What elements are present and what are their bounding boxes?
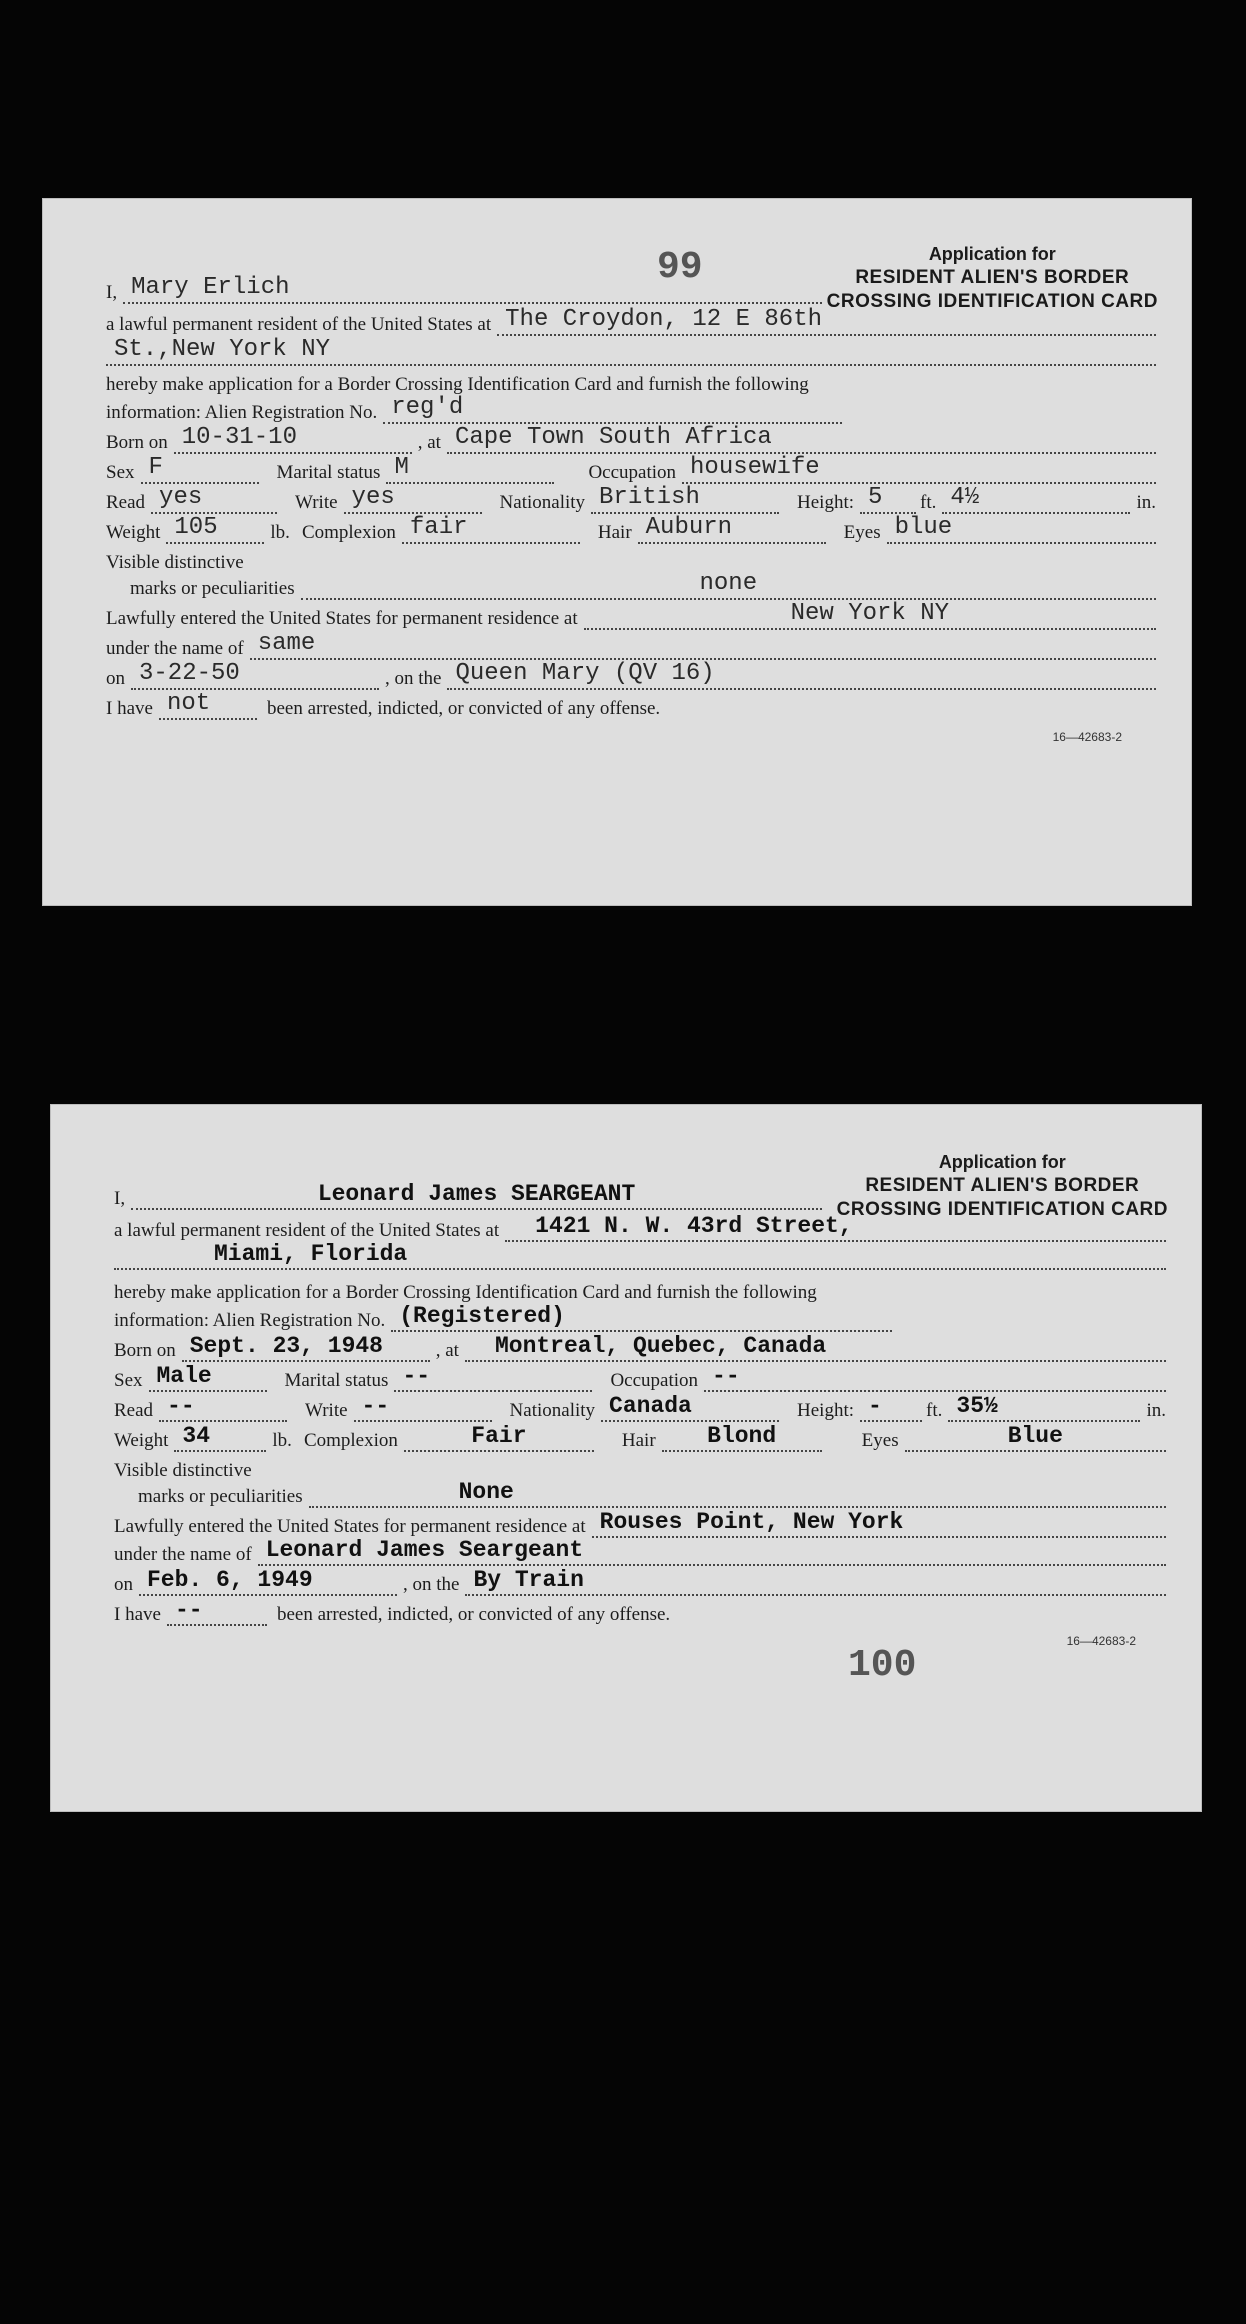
field-name: Leonard James SEARGEANT	[131, 1180, 822, 1210]
field-read: yes	[151, 484, 277, 514]
label-arrested: been arrested, indicted, or convicted of any offense.	[276, 1604, 671, 1625]
form-number: 16—42683-2	[1066, 1634, 1136, 1648]
header-line-2: RESIDENT ALIEN'S BORDER	[865, 1175, 1140, 1196]
label-under-name: under the name of	[114, 1544, 252, 1565]
row-name	[114, 1180, 822, 1210]
label-on-the: , on the	[403, 1574, 460, 1595]
row-arrested	[114, 1596, 676, 1626]
row-arrested	[106, 690, 666, 720]
label-on: on	[114, 1574, 133, 1595]
label-visible: Visible distinctive	[114, 1460, 252, 1481]
field-occupation: --	[704, 1362, 1166, 1392]
row-born	[114, 1332, 1166, 1362]
label-hair: Hair	[621, 1430, 656, 1451]
label-eyes: Eyes	[843, 522, 881, 543]
field-entry-date: 3-22-50	[131, 660, 379, 690]
label-alien-reg: information: Alien Registration No.	[106, 402, 378, 423]
field-complexion: Fair	[404, 1422, 594, 1452]
border-card-application-1	[42, 198, 1192, 906]
label-nationality: Nationality	[509, 1400, 596, 1421]
row-entry-date	[114, 1566, 1166, 1596]
field-alien-reg: (Registered)	[391, 1302, 892, 1332]
header-line-1: Application for	[938, 1152, 1066, 1172]
card-header	[827, 242, 1158, 314]
label-at: , at	[435, 1340, 459, 1361]
field-complexion: fair	[402, 514, 580, 544]
label-height: Height:	[797, 492, 855, 513]
label-lb: lb.	[272, 1430, 292, 1451]
label-eyes: Eyes	[861, 1430, 899, 1451]
field-height-ft: 5	[860, 484, 916, 514]
field-sex: Male	[149, 1362, 267, 1392]
label-hereby: hereby make application for a Border Crossing Identification Card and furnish the following	[106, 374, 809, 395]
label-hereby: hereby make application for a Border Crossing Identification Card and furnish the following	[114, 1282, 817, 1303]
label-weight: Weight	[114, 1430, 169, 1451]
row-sex	[114, 1362, 1166, 1392]
form-number: 16—42683-2	[1052, 730, 1122, 744]
label-i-have: I have	[106, 698, 153, 719]
row-alien-reg	[106, 394, 842, 424]
field-eyes: Blue	[905, 1422, 1166, 1452]
label-occupation: Occupation	[610, 1370, 699, 1391]
field-marital: --	[394, 1362, 592, 1392]
border-card-application-2	[50, 1104, 1202, 1812]
field-address-2: Miami, Florida	[114, 1240, 1166, 1270]
field-born-place: Cape Town South Africa	[447, 424, 1156, 454]
label-complexion: Complexion	[303, 1430, 398, 1451]
field-marital: M	[386, 454, 554, 484]
row-entered	[106, 600, 1156, 630]
label-marks: marks or peculiarities	[138, 1486, 303, 1507]
header-line-1: Application for	[928, 244, 1056, 264]
row-address	[106, 306, 1156, 336]
label-ft: ft.	[926, 1400, 943, 1421]
field-eyes: blue	[887, 514, 1156, 544]
field-height-in: 4½	[942, 484, 1130, 514]
field-sex: F	[141, 454, 259, 484]
row-address-2	[106, 336, 1156, 366]
field-hair: Blond	[662, 1422, 822, 1452]
field-alien-reg: reg'd	[383, 394, 842, 424]
label-marital: Marital status	[284, 1370, 389, 1391]
label-ft: ft.	[920, 492, 937, 513]
label-entered: Lawfully entered the United States for permanent residence at	[106, 608, 578, 629]
field-vessel: Queen Mary (QV 16)	[447, 660, 1156, 690]
field-marks: None	[309, 1478, 1166, 1508]
label-sex: Sex	[114, 1370, 143, 1391]
label-resident: a lawful permanent resident of the United States at	[114, 1220, 500, 1241]
label-read: Read	[106, 492, 146, 513]
label-visible: Visible distinctive	[106, 552, 244, 573]
label-weight: Weight	[106, 522, 161, 543]
row-marks	[106, 570, 1156, 600]
field-nationality: Canada	[601, 1392, 779, 1422]
label-under-name: under the name of	[106, 638, 244, 659]
field-address-2: St.,New York NY	[106, 336, 1156, 366]
label-arrested: been arrested, indicted, or convicted of any offense.	[266, 698, 661, 719]
header-line-3: CROSSING IDENTIFICATION CARD	[826, 291, 1158, 312]
label-on: on	[106, 668, 125, 689]
label-alien-reg: information: Alien Registration No.	[114, 1310, 386, 1331]
field-nationality: British	[591, 484, 779, 514]
field-born-date: Sept. 23, 1948	[182, 1332, 430, 1362]
row-entered	[114, 1508, 1166, 1538]
label-at: , at	[417, 432, 441, 453]
label-i: I,	[106, 282, 118, 303]
row-address	[114, 1212, 1166, 1242]
field-write: --	[354, 1392, 492, 1422]
field-height-ft: -	[860, 1392, 922, 1422]
field-address-1: 1421 N. W. 43rd Street,	[505, 1212, 1166, 1242]
field-name: Mary Erlich	[123, 274, 822, 304]
label-on-the: , on the	[385, 668, 442, 689]
row-born	[106, 424, 1156, 454]
label-born: Born on	[114, 1340, 176, 1361]
label-in: in.	[1146, 1400, 1166, 1421]
row-read-write	[106, 484, 1156, 514]
row-name	[106, 274, 822, 304]
field-entered-at: New York NY	[584, 600, 1156, 630]
row-read-write	[114, 1392, 1166, 1422]
field-write: yes	[344, 484, 482, 514]
field-weight: 105	[166, 514, 264, 544]
field-born-place: Montreal, Quebec, Canada	[465, 1332, 1166, 1362]
field-under-name: Leonard James Seargeant	[258, 1536, 1166, 1566]
card-number: 100	[848, 1644, 917, 1687]
row-alien-reg	[114, 1302, 892, 1332]
row-entry-date	[106, 660, 1156, 690]
label-lb: lb.	[270, 522, 290, 543]
label-nationality: Nationality	[499, 492, 586, 513]
field-height-in: 35½	[948, 1392, 1140, 1422]
row-hereby	[106, 366, 1156, 396]
field-arrested: not	[159, 690, 257, 720]
field-under-name: same	[250, 630, 1156, 660]
label-entered: Lawfully entered the United States for permanent residence at	[114, 1516, 586, 1537]
label-born: Born on	[106, 432, 168, 453]
row-under-name	[106, 630, 1156, 660]
label-read: Read	[114, 1400, 154, 1421]
card-number: 99	[657, 246, 703, 289]
field-entered-at: Rouses Point, New York	[592, 1508, 1166, 1538]
label-marital: Marital status	[276, 462, 381, 483]
label-in: in.	[1136, 492, 1156, 513]
field-entry-date: Feb. 6, 1949	[139, 1566, 397, 1596]
row-marks	[114, 1478, 1166, 1508]
row-sex	[106, 454, 1156, 484]
label-complexion: Complexion	[301, 522, 396, 543]
row-weight	[106, 514, 1156, 544]
label-occupation: Occupation	[588, 462, 677, 483]
row-hereby	[114, 1274, 1166, 1304]
row-under-name	[114, 1536, 1166, 1566]
label-marks: marks or peculiarities	[130, 578, 295, 599]
label-height: Height:	[797, 1400, 855, 1421]
field-born-date: 10-31-10	[174, 424, 412, 454]
field-marks: none	[301, 570, 1156, 600]
header-line-3: CROSSING IDENTIFICATION CARD	[836, 1199, 1168, 1220]
label-write: Write	[295, 492, 338, 513]
label-i: I,	[114, 1188, 126, 1209]
row-address-2	[114, 1240, 1166, 1270]
label-i-have: I have	[114, 1604, 161, 1625]
label-hair: Hair	[597, 522, 632, 543]
field-vessel: By Train	[465, 1566, 1166, 1596]
field-read: --	[159, 1392, 287, 1422]
label-sex: Sex	[106, 462, 135, 483]
field-weight: 34	[174, 1422, 266, 1452]
field-arrested: --	[167, 1596, 267, 1626]
header-line-2: RESIDENT ALIEN'S BORDER	[855, 267, 1130, 288]
label-resident: a lawful permanent resident of the United States at	[106, 314, 492, 335]
field-hair: Auburn	[638, 514, 826, 544]
field-address-1: The Croydon, 12 E 86th	[497, 306, 1156, 336]
label-write: Write	[305, 1400, 348, 1421]
field-occupation: housewife	[682, 454, 1156, 484]
row-weight	[114, 1422, 1166, 1452]
